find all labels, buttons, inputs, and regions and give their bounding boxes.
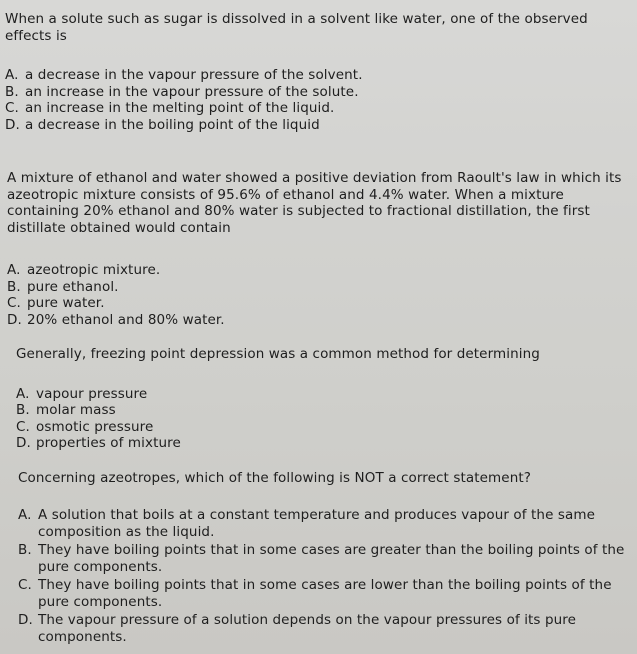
option-c[interactable] [18,577,630,612]
option-letter: A. [16,385,30,402]
option-b[interactable] [16,402,626,419]
question-4 [18,470,630,647]
option-letter: D. [7,311,22,328]
option-a[interactable] [18,507,630,542]
option-letter: B. [16,402,30,418]
option-letter: C. [16,418,30,435]
option-letter: A. [7,262,21,278]
question-stem: Concerning azeotropes, which of the following is NOT a correct statement? [18,470,532,486]
option-text: azeotropic mixture. [27,262,161,278]
option-text: an increase in the vapour pressure of the solute. [25,83,359,100]
option-a[interactable] [16,386,626,403]
option-d[interactable] [5,117,630,134]
option-text: an increase in the melting point of the liquid. [25,100,335,116]
option-letter: C. [7,295,21,311]
option-letter: D. [16,435,31,451]
option-b[interactable] [7,279,629,296]
option-c[interactable] [7,295,629,312]
option-letter: B. [5,83,19,100]
option-letter: A. [5,67,19,83]
option-text: molar mass [36,402,116,418]
option-text: vapour pressure [36,385,148,402]
option-text: They have boiling points that in some cases are greater than the boiling points of the pure components. [38,541,625,575]
option-list [16,386,626,452]
question-stem: When a solute such as sugar is dissolved in a solvent like water, one of the observed effects is [5,11,588,44]
option-list [7,262,629,328]
option-text: They have boiling points that in some cases are lower than the boiling points of the pure components. [38,576,612,610]
option-c[interactable] [16,419,626,436]
option-list [5,67,630,133]
option-a[interactable] [7,262,629,279]
option-letter: A. [18,506,32,523]
option-text: pure ethanol. [27,278,119,295]
option-text: 20% ethanol and 80% water. [27,311,225,328]
option-letter: B. [7,278,21,295]
option-d[interactable] [18,612,630,647]
option-d[interactable] [7,312,629,329]
option-a[interactable] [5,67,630,84]
option-text: osmotic pressure [36,418,154,435]
question-1 [5,11,630,133]
option-text: The vapour pressure of a solution depends on the vapour pressures of its pure components. [38,611,577,645]
option-letter: B. [18,541,32,558]
option-c[interactable] [5,100,630,117]
question-stem: A mixture of ethanol and water showed a positive deviation from Raoult's law in which its azeotropic mixture consists of 95.6% of ethanol and 4.4% water. When a mixture containing 20% ethanol and 80% water is subjected to fractional distillation, the first distillate obtained would contain [7,170,622,236]
option-d[interactable] [16,435,626,452]
question-2 [7,170,629,328]
question-3 [16,346,626,452]
option-list [18,507,630,647]
option-text: a decrease in the boiling point of the liquid [25,116,320,133]
option-text: a decrease in the vapour pressure of the solvent. [25,67,363,83]
option-letter: C. [5,100,19,116]
option-b[interactable] [18,542,630,577]
option-letter: C. [18,576,32,593]
option-letter: D. [5,116,20,133]
question-stem: Generally, freezing point depression was a common method for determining [16,346,540,362]
option-text: properties of mixture [36,435,181,451]
option-b[interactable] [5,84,630,101]
option-letter: D. [18,611,33,628]
option-text: pure water. [27,295,105,311]
option-text: A solution that boils at a constant temperature and produces vapour of the same composition as the liquid. [38,506,596,540]
